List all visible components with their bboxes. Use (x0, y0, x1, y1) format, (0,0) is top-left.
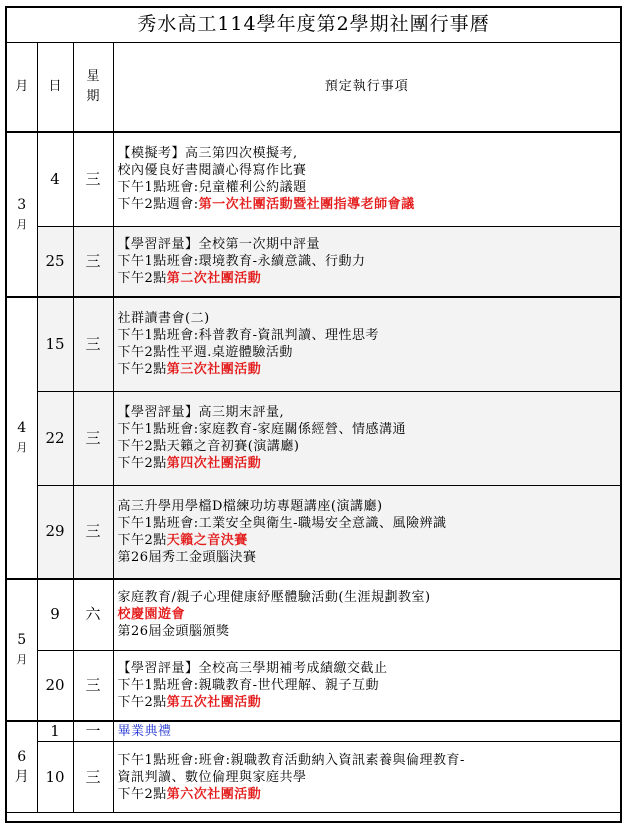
event-row (7, 132, 620, 226)
event-cell (113, 742, 620, 813)
event-text: 第26屆金頭腦頒獎 (117, 624, 230, 640)
event-cell (113, 485, 620, 579)
page-title: 秀水高工114學年度第2學期社團行事曆 (7, 8, 620, 42)
event-line (118, 236, 617, 253)
event-text: 校內優良好書閱讀心得寫作比賽 (117, 163, 307, 179)
highlight-text: 第一次社團活動暨社團指導老師會議 (198, 197, 415, 213)
day-cell: 15 (37, 297, 73, 391)
event-row (7, 721, 620, 742)
weekday-cell: 三 (73, 485, 113, 579)
event-text: 下午1點班會:工業安全與衛生-職場安全意識、風險辨識 (117, 515, 447, 531)
event-line (118, 270, 617, 287)
event-row (7, 391, 620, 485)
event-text: 下午2點 (117, 694, 167, 710)
weekday-cell: 三 (73, 297, 113, 391)
event-cell (113, 721, 620, 742)
event-line (118, 253, 617, 270)
day-cell: 25 (37, 226, 73, 297)
header-weekday-top: 星 (86, 68, 100, 84)
event-text: 下午2點 (117, 786, 167, 802)
highlight-text: 第二次社團活動 (166, 270, 262, 286)
event-cell (113, 391, 620, 485)
month-unit: 月 (14, 769, 29, 785)
header-weekday-bottom: 期 (86, 88, 100, 104)
event-cell (113, 297, 620, 391)
event-text: 下午1點班會:兒童權利公約議題 (117, 180, 307, 196)
event-text: 下午2點週會: (117, 197, 199, 213)
highlight-text: 第四次社團活動 (166, 456, 262, 471)
event-text: 下午1點班會:班會:親職教育活動納入資訊素養與倫理教育- (117, 752, 465, 768)
highlight-text: 校慶園遊會 (117, 607, 186, 623)
month-number: 4 (17, 420, 27, 436)
event-text: 下午2點 (117, 532, 167, 548)
event-cell (113, 650, 620, 721)
event-line (118, 310, 617, 327)
event-line (118, 327, 617, 344)
event-cell (113, 226, 620, 297)
weekday-cell: 三 (73, 391, 113, 485)
event-line (118, 694, 617, 711)
weekday-cell: 一 (73, 721, 113, 742)
event-row (7, 650, 620, 721)
day-cell: 29 (37, 485, 73, 579)
event-row (7, 742, 620, 813)
event-text: 第26屆秀工金頭腦決賽 (117, 549, 257, 565)
header-row (7, 42, 620, 132)
weekday-cell: 三 (73, 650, 113, 721)
event-text: 【學習評量】高三期末評量, (117, 405, 285, 420)
event-line (118, 723, 617, 740)
highlight-text: 第五次社團活動 (166, 694, 262, 710)
event-line (118, 498, 617, 515)
event-text: 下午1點班會:家庭教育-家庭關係經營、情感溝通 (117, 422, 407, 437)
event-line (118, 623, 617, 640)
day-cell: 4 (37, 132, 73, 226)
day-cell: 22 (37, 391, 73, 485)
day-cell: 20 (37, 650, 73, 721)
blue-text: 畢業典禮 (117, 724, 172, 739)
day-cell: 1 (37, 721, 73, 742)
event-line (118, 196, 617, 213)
event-row (7, 485, 620, 579)
weekday-cell: 三 (73, 742, 113, 813)
event-line (118, 786, 617, 803)
month-number: 5 (17, 632, 27, 648)
header-weekday (73, 42, 113, 132)
event-line (118, 361, 617, 378)
event-text: 下午1點班會:環境教育-永續意識、行動力 (117, 253, 366, 269)
month-unit: 月 (16, 217, 28, 231)
header-items: 預定執行事項 (113, 42, 620, 132)
event-line (118, 179, 617, 196)
highlight-text: 天籟之音決賽 (166, 532, 248, 548)
calendar-table (7, 8, 620, 813)
event-line (118, 769, 617, 786)
month-cell (7, 297, 37, 579)
month-number: 6 (17, 749, 27, 765)
event-text: 下午1點班會:科普教育-資訊判讀、理性思考 (117, 328, 380, 344)
day-cell: 9 (37, 579, 73, 650)
event-cell (113, 579, 620, 650)
event-row (7, 226, 620, 297)
weekday-cell: 六 (73, 579, 113, 650)
header-day: 日 (37, 42, 73, 132)
event-text: 下午2點天籟之音初賽(演講廳) (117, 439, 300, 454)
event-line (118, 421, 617, 438)
event-line (118, 660, 617, 677)
month-cell (7, 579, 37, 721)
event-row (7, 579, 620, 650)
event-line (118, 532, 617, 549)
event-line (118, 438, 617, 455)
event-line (118, 606, 617, 623)
header-month: 月 (7, 42, 37, 132)
highlight-text: 第六次社團活動 (166, 786, 262, 802)
event-text: 資訊判讀、數位倫理與家庭共學 (117, 769, 307, 785)
highlight-text: 第三次社團活動 (166, 362, 262, 378)
event-text: 下午2點 (117, 362, 167, 378)
event-row (7, 297, 620, 391)
event-text: 社群讀書會(二) (117, 311, 210, 327)
month-cell (7, 132, 37, 297)
month-number: 3 (17, 196, 27, 213)
month-unit: 月 (16, 653, 28, 666)
event-text: 家庭教育/親子心理健康紓壓體驗活動(生涯規劃教室) (117, 590, 431, 606)
event-line (118, 455, 617, 472)
event-line (118, 162, 617, 179)
event-line (118, 549, 617, 566)
event-line (118, 404, 617, 421)
event-text: 下午2點性平週.桌遊體驗活動 (117, 345, 293, 361)
weekday-cell: 三 (73, 132, 113, 226)
day-cell: 10 (37, 742, 73, 813)
event-line (118, 344, 617, 361)
month-cell (7, 721, 37, 813)
event-text: 下午2點 (117, 456, 167, 471)
event-text: 【學習評量】全校第一次期中評量 (117, 236, 321, 252)
event-text: 【學習評量】全校高三學期補考成績繳交截止 (117, 660, 388, 676)
event-text: 高三升學用學檔D檔練功坊專題講座(演講廳) (117, 498, 383, 514)
event-line (118, 677, 617, 694)
weekday-cell: 三 (73, 226, 113, 297)
event-text: 下午2點 (117, 270, 167, 286)
calendar-sheet (5, 6, 622, 823)
event-text: 下午1點班會:親職教育-世代理解、親子互動 (117, 677, 380, 693)
event-line (118, 145, 617, 162)
event-line (118, 589, 617, 606)
event-line (118, 515, 617, 532)
month-unit: 月 (16, 441, 28, 454)
event-text: 【模擬考】高三第四次模擬考, (117, 146, 298, 162)
event-cell (113, 132, 620, 226)
event-line (118, 752, 617, 769)
